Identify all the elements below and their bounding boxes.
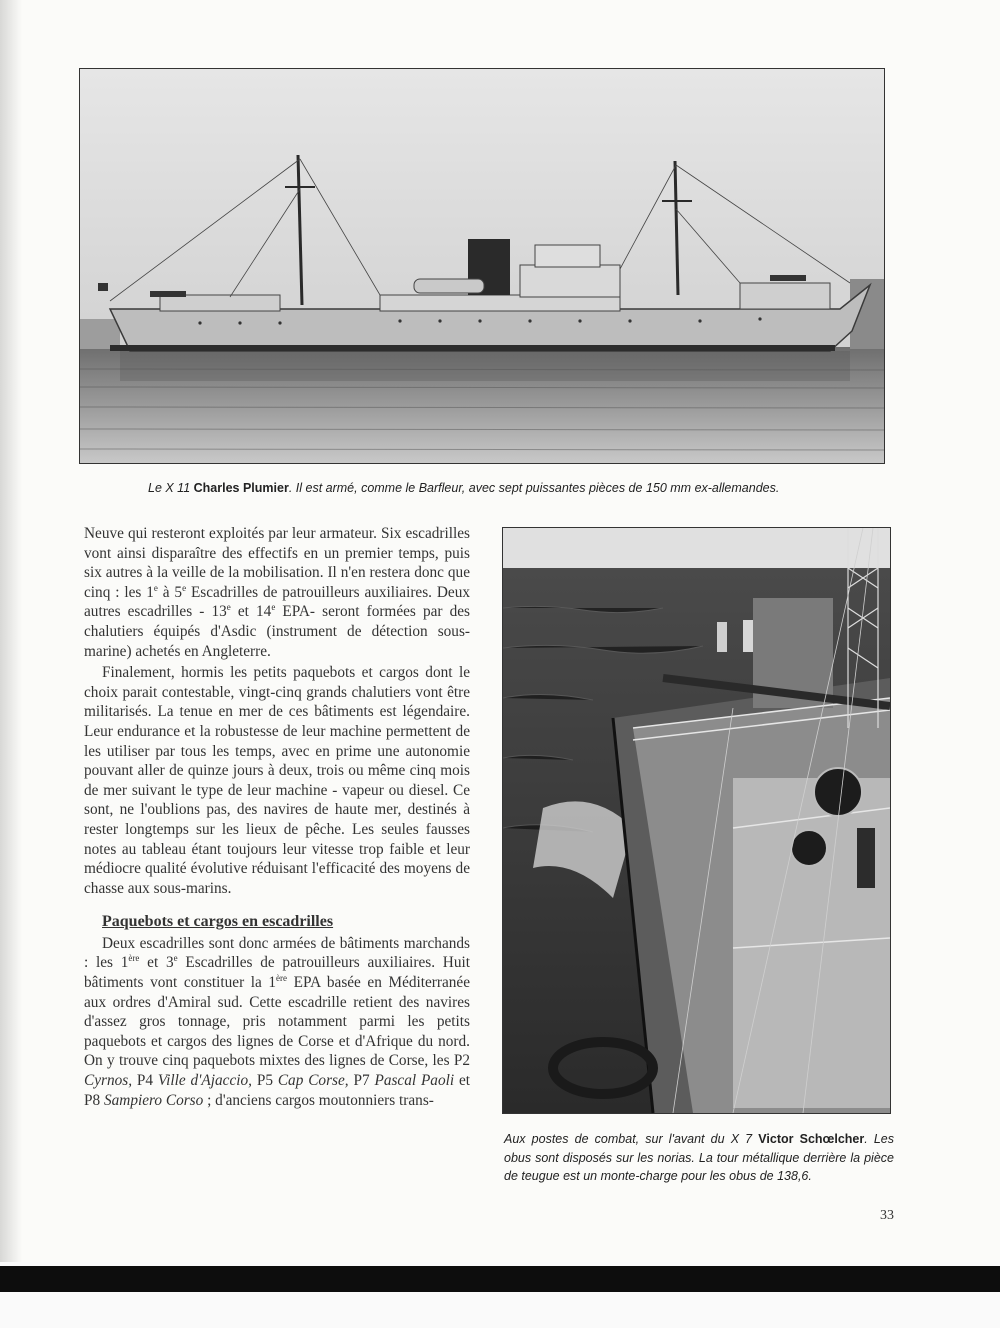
section-heading: Paquebots et cargos en escadrilles [102,913,334,931]
paragraph-1: Neuve qui resteront exploités par leur armateur. Six escadrilles vont ainsi disparaître des effectifs en un premier temps, puis six autres à la veille de la mobilisation. Il n'en restera donc que cinq : les 1e à 5e Escadrilles de patrouilleurs auxiliaires. Deux autres escadrilles - 13e et 14e EPA- seront formées par des chalutiers équipés d'Asdic (instrument de détection sous-marine) achetés en Angleterre. [84,525,471,660]
paragraph-3: Deux escadrilles sont donc armées de bâtiments marchands : les 1ère et 3e Escadrilles de patrouilleurs auxiliaires. Huit bâtiments vont constituer la 1ère EPA basée en Méditerranée aux ordres d'Amiral sud. Cette escadrille retient des navires d'assez gros tonnage, pris notamment parmi les petits paquebots et cargos des lignes de Corse et d'Afrique du nord. On y trouve cinq paquebots mixtes des lignes de Corse, les P2 Cyrnos, P4 Ville d'Ajaccio, P5 Cap Corse, P7 Pascal Paoli et P8 Sampiero Corso ; d'anciens cargos moutonniers trans- [84,934,471,1109]
top-ship-photo [79,68,885,464]
ship-name: Charles Plumier [193,481,289,495]
ship-name: Victor Schœlcher [758,1132,865,1146]
caption-prefix: Aux postes de combat, sur l'avant du X 7 [504,1132,759,1146]
page-gutter [0,0,22,1328]
caption-rest: . Il est armé, comme le Barfleur, avec sept puissantes pièces de 150 mm ex-allemandes. [288,481,780,495]
caption-prefix: Le X 11 [148,481,194,495]
scan-edge-shadow [0,1266,1000,1292]
paragraph-2: Finalement, hormis les petits paquebots et cargos dont le choix parait contestable, vingt-cinq grands chalutiers vont être militarisés. La tenue en mer de ces bâtiments est légendaire. Leur endurance et la robustesse de leur machine permettent de les utiliser par tous les temps, avec en prime une autonomie pouvant aller de quinze jours à deux, trois ou même cinq mois de mer suivant le type de leur machine - vapeur ou diesel. Ce sont, ne l'oublions pas, des navires de haute mer, destinés à rester longtemps sur les lieux de pêche. Les seules fausses notes au tableau étant toujours leur vitesse trop faible et leur médiocre qualité évolutive réduisant l'efficacité des moyens de chasse aux sous-marins. [84,664,470,897]
caption-rest: . Les obus sont disposés sur les norias. La tour métallique derrière la pièce de teugue est un monte-charge pour les obus de 138,6. [504,1132,894,1183]
deck-photo-caption [504,1130,894,1186]
body-text-column [84,524,470,1110]
top-photo-caption [148,481,868,495]
deck-photo [502,527,891,1114]
page-number: 33 [880,1208,894,1223]
